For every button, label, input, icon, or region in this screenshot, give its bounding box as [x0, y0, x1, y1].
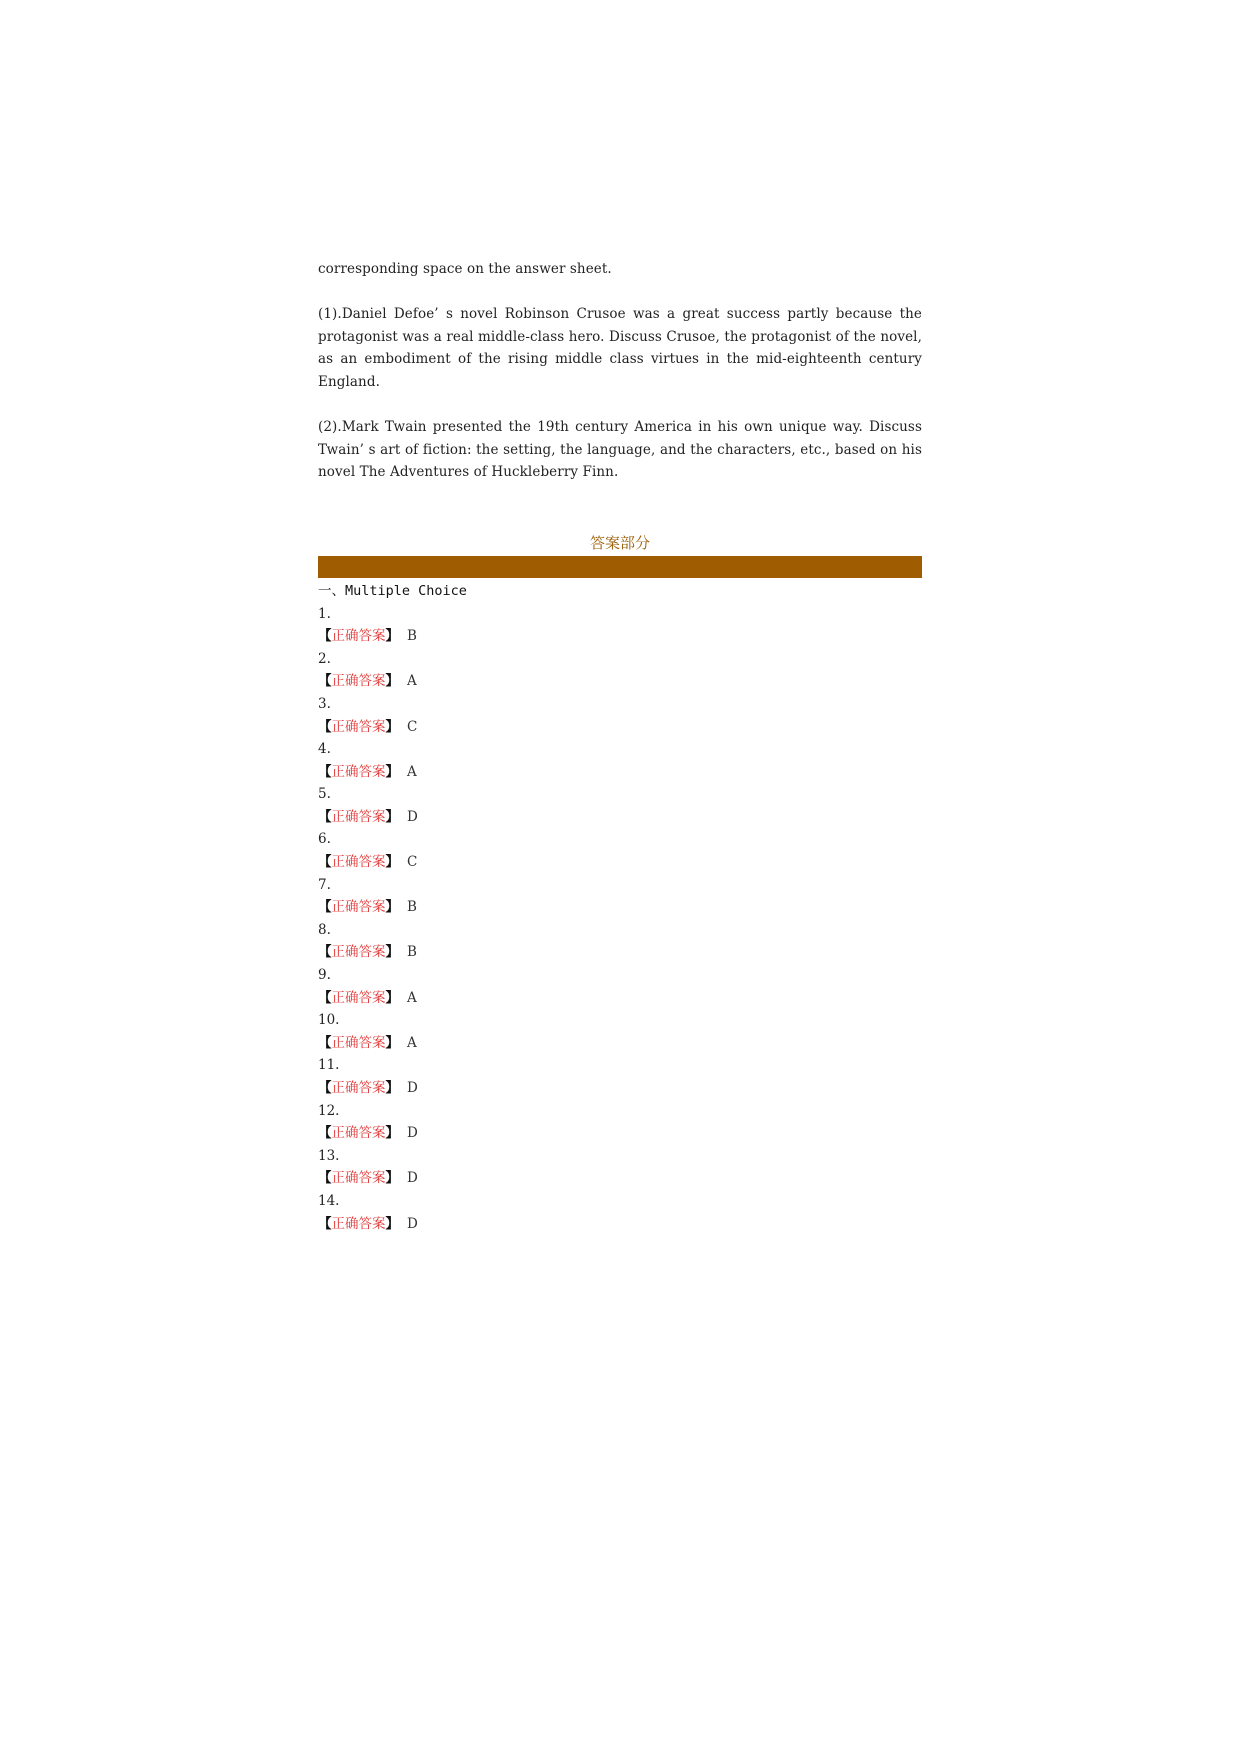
- bracket-close: 】: [385, 628, 399, 645]
- question-number: 7.: [318, 876, 331, 893]
- bracket-open: 【: [318, 673, 332, 690]
- answer-line: [318, 670, 922, 693]
- answer-list: [318, 603, 922, 1236]
- answer-line: [318, 1032, 922, 1055]
- correct-answer-label: 正确答案: [331, 1080, 386, 1096]
- question-number: 10.: [318, 1012, 340, 1029]
- correct-answer-label: 正确答案: [331, 808, 386, 825]
- bracket-close: 】: [385, 718, 399, 735]
- answer-line: [318, 941, 922, 964]
- question-number: 2.: [318, 650, 331, 667]
- question-number: 1.: [318, 605, 331, 622]
- bracket-open: 【: [318, 1080, 332, 1096]
- question-number: 5.: [318, 786, 331, 803]
- question-number: 13.: [318, 1147, 340, 1164]
- answer-value: A: [407, 763, 417, 780]
- bracket-close: 】: [385, 1080, 399, 1096]
- question-number: 12.: [318, 1102, 340, 1119]
- correct-answer-label: 正确答案: [331, 1215, 386, 1232]
- question-number: 8.: [318, 921, 331, 938]
- answer-line: [318, 716, 922, 739]
- bracket-close: 】: [385, 1125, 399, 1142]
- bracket-open: 【: [318, 944, 332, 961]
- answer-value: D: [407, 1080, 418, 1096]
- answer-value: B: [407, 899, 417, 916]
- bracket-open: 【: [318, 1215, 332, 1232]
- bracket-open: 【: [318, 763, 332, 780]
- answer-value: B: [407, 628, 417, 645]
- answer-line: [318, 1077, 922, 1100]
- answer-line: [318, 987, 922, 1010]
- answer-line: [318, 1167, 922, 1190]
- correct-answer-label: 正确答案: [331, 718, 386, 735]
- answer-line: [318, 625, 922, 648]
- answer-value: D: [407, 1125, 418, 1142]
- correct-answer-label: 正确答案: [331, 944, 386, 961]
- answer-value: C: [407, 854, 418, 871]
- correct-answer-label: 正确答案: [331, 989, 386, 1006]
- correct-answer-label: 正确答案: [331, 1125, 386, 1142]
- bracket-close: 】: [385, 1215, 399, 1232]
- bracket-close: 】: [385, 763, 399, 780]
- answer-value: B: [407, 944, 417, 961]
- answer-line: [318, 806, 922, 829]
- bracket-open: 【: [318, 808, 332, 825]
- question-number: 3.: [318, 695, 331, 712]
- correct-answer-label: 正确答案: [331, 854, 386, 871]
- bracket-close: 】: [385, 944, 399, 961]
- bracket-open: 【: [318, 854, 332, 871]
- essay-question-2: (2).Mark Twain presented the 19th century America in his own unique way. Discuss Twain’ s art of fiction: the setting, the language, and the characters, etc., based on his novel The Adventures of Huckleberry Finn.: [318, 419, 922, 481]
- bracket-open: 【: [318, 989, 332, 1006]
- bracket-open: 【: [318, 718, 332, 735]
- question-number: 6.: [318, 831, 331, 848]
- answer-line: [318, 761, 922, 784]
- bracket-open: 【: [318, 1125, 332, 1142]
- correct-answer-label: 正确答案: [331, 1170, 386, 1187]
- correct-answer-label: 正确答案: [331, 628, 386, 645]
- essay-question-1: (1).Daniel Defoe’ s novel Robinson Crusoe was a great success partly because the protagonist was a real middle-class hero. Discuss Crusoe, the protagonist of the novel, as an embodiment of the rising middle class virtues in the mid-eighteenth century England.: [318, 306, 922, 390]
- bracket-open: 【: [318, 899, 332, 916]
- question-number: 4.: [318, 741, 331, 758]
- answer-value: A: [407, 673, 417, 690]
- spacer: [318, 281, 922, 304]
- bracket-close: 】: [385, 808, 399, 825]
- bracket-close: 】: [385, 899, 399, 916]
- correct-answer-label: 正确答案: [331, 763, 386, 780]
- bracket-open: 【: [318, 628, 332, 645]
- correct-answer-label: 正确答案: [331, 673, 386, 690]
- bracket-open: 【: [318, 1170, 332, 1187]
- answer-value: D: [407, 1170, 418, 1187]
- bracket-close: 】: [385, 989, 399, 1006]
- answer-line: [318, 1122, 922, 1145]
- correct-answer-label: 正确答案: [331, 899, 386, 916]
- question-number: 11.: [318, 1057, 340, 1074]
- answer-line: [318, 851, 922, 874]
- answer-value: D: [407, 808, 418, 825]
- answer-value: A: [407, 1034, 417, 1051]
- answer-line: [318, 1213, 922, 1236]
- answer-value: D: [407, 1215, 418, 1232]
- answer-value: A: [407, 989, 417, 1006]
- spacer: [318, 394, 922, 417]
- intro-fragment: corresponding space on the answer sheet.: [318, 261, 612, 277]
- bracket-close: 】: [385, 673, 399, 690]
- answer-section-bar: [318, 556, 922, 578]
- document-page-content: [318, 258, 922, 1235]
- answer-line: [318, 896, 922, 919]
- question-number: 14.: [318, 1192, 340, 1209]
- correct-answer-label: 正确答案: [331, 1034, 386, 1051]
- answer-value: C: [407, 718, 418, 735]
- bracket-close: 】: [385, 1034, 399, 1051]
- multiple-choice-heading: 一、Multiple Choice: [318, 582, 467, 599]
- question-number: 9.: [318, 967, 331, 984]
- bracket-close: 】: [385, 1170, 399, 1187]
- bracket-close: 】: [385, 854, 399, 871]
- answer-section-title: 答案部分: [589, 533, 650, 552]
- bracket-open: 【: [318, 1034, 332, 1051]
